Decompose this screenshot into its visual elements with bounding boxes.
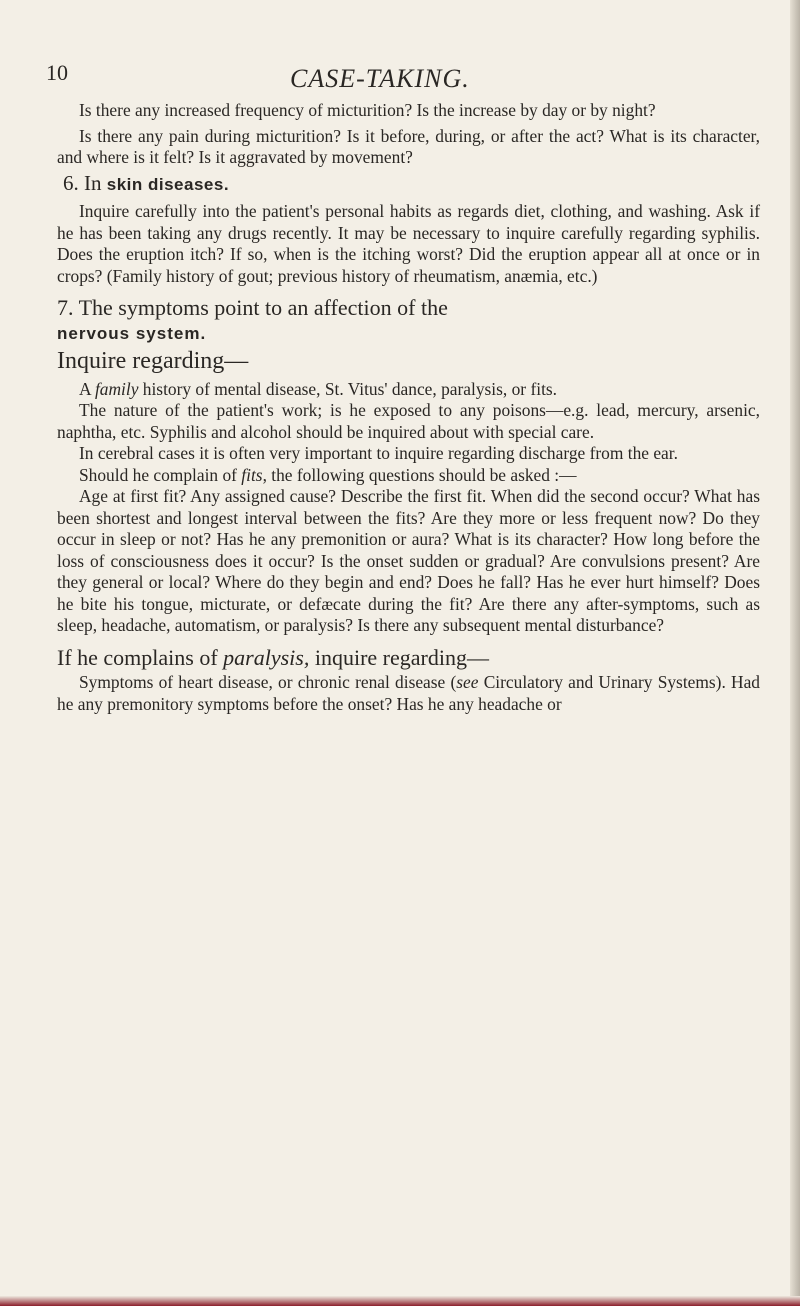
paragraph-fits-intro: Should he complain of fits, the following questions should be asked :— xyxy=(79,464,577,485)
paragraph-family-history: A family history of mental disease, St. Vitus' dance, paralysis, or fits. xyxy=(79,378,558,399)
paragraph-skin: Inquire carefully into the patient's personal habits as regards diet, clothing, and washing. Ask if he has been taking any drugs recently. It may be necessary to inquire carefully regarding syphilis. Does the eruption itch? If so, when is the itching worst? Did the eruption appear all at once or in crops? (Family history of gout; previous history of rheumatism, anæmia, etc.) xyxy=(57,201,760,286)
section-6-title: skin diseases. xyxy=(106,174,230,194)
section-6-heading xyxy=(57,170,760,196)
running-head: CASE-TAKING. xyxy=(290,64,470,93)
paragraph-work: The nature of the patient's work; is he exposed to any poisons—e.g. lead, mercury, arsenic, naphtha, etc. Syphilis and alcohol should be inquired about with special care. xyxy=(57,400,760,442)
page-number: 10 xyxy=(46,60,68,85)
section-6-number: 6. In xyxy=(63,170,107,195)
section-7-title-line2: nervous system. xyxy=(57,324,207,343)
paragraph-cerebral: In cerebral cases it is often very important to inquire regarding discharge from the ear. xyxy=(79,443,678,463)
inquire-heading: Inquire regarding— xyxy=(57,348,249,374)
paragraph-pain: Is there any pain during micturition? Is it before, during, or after the act? What is its character, and where is it felt? Is it aggravated by movement? xyxy=(57,125,760,167)
page-edge-bottom xyxy=(0,1296,800,1306)
page-edge-right xyxy=(790,0,800,1306)
paragraph-paralysis: Symptoms of heart disease, or chronic renal disease (see Circulatory and Urinary Systems). Had he any premonitory symptoms before the onset? Has he any headache or xyxy=(57,672,760,714)
paragraph-fits-questions: Age at first fit? Any assigned cause? Describe the first fit. When did the second occur? What has been shortest and longest interval between the fits? Are they more or less frequent now? Do they occur in sleep or not? Has he any premonition or aura? What is its character? How long before the loss of consciousness does it occur? Is the onset sudden or gradual? Are convulsions present? Are they general or local? Where do they begin and end? Does he fall? Has he ever hurt himself? Does he bite his tongue, micturate, or defæcate during the fit? Are there any after-symptoms, such as sleep, headache, automatism, or paralysis? Is there any subsequent mental disturbance? xyxy=(57,486,760,635)
page-body xyxy=(57,100,760,715)
section-7-title-line1: 7. The symptoms point to an affection of the xyxy=(57,295,448,320)
paragraph-frequency: Is there any increased frequency of micturition? Is the increase by day or by night? xyxy=(79,100,656,120)
section-7-heading xyxy=(57,295,760,347)
paralysis-heading: If he complains of paralysis, inquire regarding— xyxy=(57,644,489,670)
